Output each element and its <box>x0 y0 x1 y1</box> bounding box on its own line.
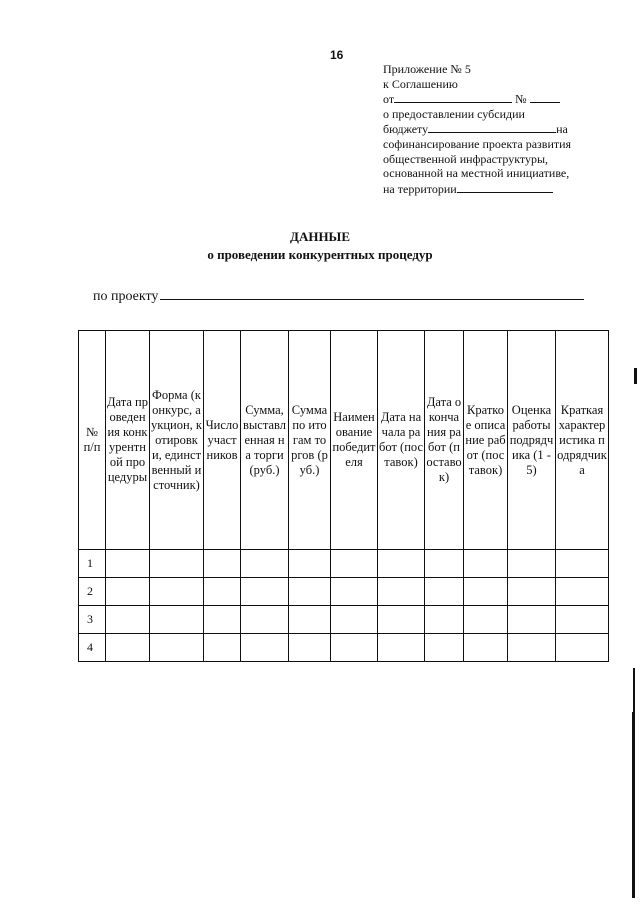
table-cell <box>464 550 508 578</box>
table-cell <box>331 578 378 606</box>
budget-blank <box>428 121 556 133</box>
document-title: ДАННЫЕ <box>290 229 350 244</box>
table-row <box>79 606 609 634</box>
header-cell: Дата проведения конкурентной процедуры <box>106 331 150 550</box>
agreement-number-label: № <box>515 92 527 107</box>
table-cell <box>150 634 204 662</box>
table-cell <box>289 606 331 634</box>
table-cell <box>556 550 609 578</box>
header-cell: Оценка работы подрядчика (1 - 5) <box>508 331 556 550</box>
table-cell <box>508 550 556 578</box>
project-name-blank <box>160 285 584 300</box>
table-cell <box>425 606 464 634</box>
table-cell <box>556 578 609 606</box>
appendix-line-1: Приложение № 5 <box>383 62 471 76</box>
table-cell <box>425 634 464 662</box>
procedures-table <box>78 330 609 662</box>
table-cell <box>508 634 556 662</box>
header-cell: Дата начала работ (поставок) <box>378 331 425 550</box>
row-number-cell: 4 <box>79 634 106 662</box>
appendix-line-8: основанной на местной инициативе, <box>383 166 570 181</box>
table-cell <box>331 550 378 578</box>
row-number-cell: 2 <box>79 578 106 606</box>
table-cell <box>289 550 331 578</box>
table-header-row <box>79 331 609 550</box>
table-cell <box>204 550 241 578</box>
document-heading <box>0 228 640 264</box>
appendix-line-6: софинансирование проекта развития <box>383 136 572 151</box>
table-cell <box>106 550 150 578</box>
table-cell <box>204 606 241 634</box>
territory-blank <box>457 181 553 193</box>
scan-edge-mark <box>632 712 635 898</box>
table-row <box>79 634 609 662</box>
table-cell <box>378 634 425 662</box>
agreement-from-label: от <box>383 92 395 107</box>
table-row <box>79 550 609 578</box>
table-cell <box>241 634 289 662</box>
appendix-line-2: к Соглашению <box>383 76 458 91</box>
appendix-line-9 <box>383 181 571 197</box>
budget-label: бюджету <box>383 122 429 137</box>
table-cell <box>289 578 331 606</box>
appendix-line-7: общественной инфраструктуры, <box>383 151 549 166</box>
project-label: по проекту <box>93 289 159 304</box>
table-cell <box>106 606 150 634</box>
table-cell <box>378 578 425 606</box>
header-cell: Краткая характеристика подрядчика <box>556 331 609 550</box>
row-number-cell: 1 <box>79 550 106 578</box>
header-cell: Наименование победителя <box>331 331 378 550</box>
header-cell: Краткое описание работ (поставок) <box>464 331 508 550</box>
header-cell: Число участников <box>204 331 241 550</box>
header-cell: Форма (конкурс, аукцион, котировки, единственный источник) <box>150 331 204 550</box>
header-cell: Сумма, выставленная на торги (руб.) <box>241 331 289 550</box>
table-cell <box>464 606 508 634</box>
table-cell <box>508 578 556 606</box>
budget-on-label: на <box>556 122 568 137</box>
appendix-block <box>383 62 571 196</box>
agreement-date-blank <box>394 91 512 103</box>
page-number: 16 <box>330 48 344 62</box>
table-cell <box>331 634 378 662</box>
table-cell <box>106 578 150 606</box>
table-cell <box>241 578 289 606</box>
table-cell <box>241 606 289 634</box>
appendix-line-4: о предоставлении субсидии <box>383 106 525 121</box>
table-cell <box>241 550 289 578</box>
table-cell <box>464 634 508 662</box>
table-cell <box>464 578 508 606</box>
table-cell <box>150 550 204 578</box>
appendix-line-5 <box>383 121 571 137</box>
table-cell <box>378 550 425 578</box>
table-cell <box>556 606 609 634</box>
row-number-cell: 3 <box>79 606 106 634</box>
table-cell <box>425 578 464 606</box>
table-row <box>79 578 609 606</box>
header-cell: № п/п <box>79 331 106 550</box>
appendix-line-3 <box>383 91 571 107</box>
table-cell <box>150 606 204 634</box>
scan-edge-mark <box>634 368 637 384</box>
header-cell: Сумма по итогам торгов (руб.) <box>289 331 331 550</box>
territory-label: на территории <box>383 181 457 196</box>
table-cell <box>508 606 556 634</box>
table-cell <box>556 634 609 662</box>
project-line <box>93 285 584 305</box>
table-cell <box>106 634 150 662</box>
table-cell <box>425 550 464 578</box>
table-cell <box>378 606 425 634</box>
table-cell <box>204 634 241 662</box>
document-subtitle: о проведении конкурентных процедур <box>207 247 433 262</box>
table-cell <box>289 634 331 662</box>
agreement-number-blank <box>530 91 560 103</box>
table-cell <box>150 578 204 606</box>
table-cell <box>204 578 241 606</box>
table-cell <box>331 606 378 634</box>
header-cell: Дата окончания работ (поставок) <box>425 331 464 550</box>
